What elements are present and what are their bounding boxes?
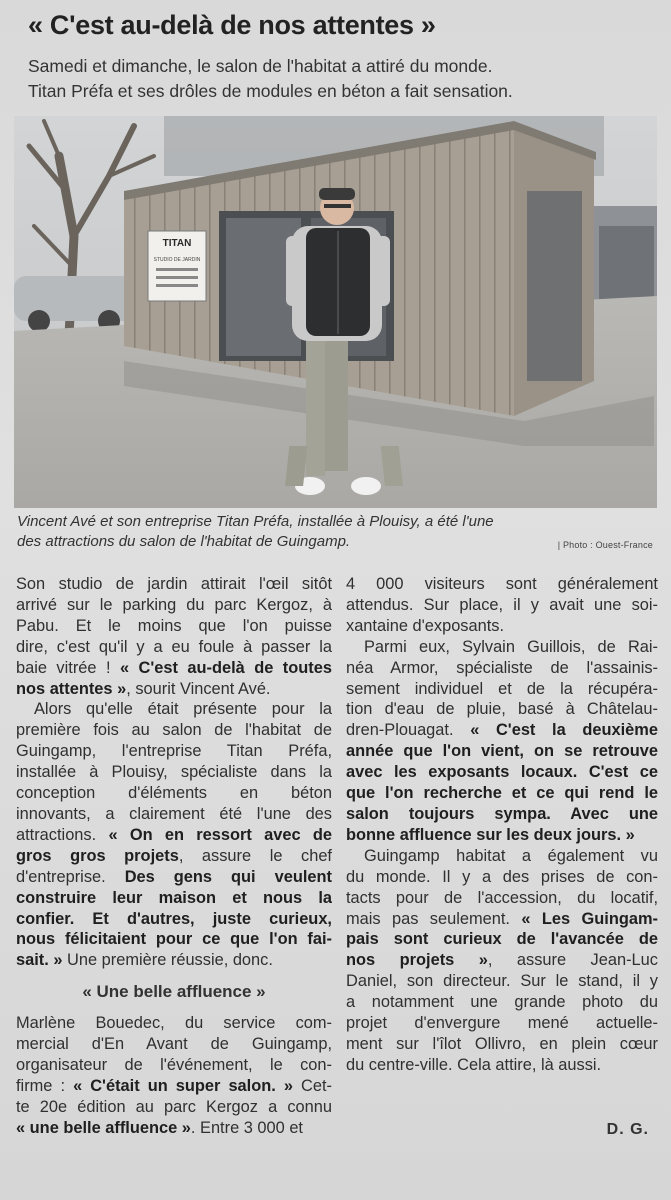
body-text: mercial d'En Avant de Guingamp,	[16, 1035, 332, 1054]
body-text: conception d'éléments en béton	[16, 784, 332, 803]
text-line	[16, 595, 332, 616]
article-subhead	[28, 54, 628, 104]
quote-text: nos projets »	[346, 951, 488, 970]
text-line	[16, 1118, 332, 1139]
text-line	[346, 699, 658, 720]
photo-sign-subtitle: STUDIO DE JARDIN	[153, 257, 201, 263]
body-text: d'entreprise.	[16, 867, 125, 886]
text-line	[16, 825, 332, 846]
body-text: Une première réussie, donc.	[62, 951, 273, 970]
text-line	[346, 658, 658, 679]
text-line	[346, 679, 658, 700]
text-line	[346, 909, 658, 930]
text-line	[346, 783, 658, 804]
body-text: arrivé sur le parking du parc Kergoz, à	[16, 595, 332, 614]
body-text: innovants, a clairement été l'une des	[16, 804, 332, 823]
subhead-line: Samedi et dimanche, le salon de l'habitat a attiré du monde.	[28, 56, 493, 76]
text-line	[16, 909, 332, 930]
text-line	[16, 699, 332, 720]
text-line	[346, 804, 658, 825]
caption-line: Vincent Avé et son entreprise Titan Préfa, installée à Plouisy, a été l'une	[17, 513, 494, 530]
text-line	[346, 720, 658, 741]
text-line	[346, 971, 658, 992]
quote-text: gros gros projets	[16, 846, 179, 865]
body-text: projet d'envergure mené actuelle-	[346, 1014, 658, 1033]
quote-text: « C'est au-delà de toutes	[119, 658, 332, 677]
body-text: baie vitrée !	[16, 658, 120, 677]
text-line	[16, 679, 332, 700]
text-line	[16, 804, 332, 825]
paragraph	[16, 574, 332, 699]
photo-credit: | Photo : Ouest-France	[557, 540, 653, 550]
quote-text: que l'on recherche et ce qui rend le	[346, 784, 658, 803]
text-line	[346, 950, 658, 971]
body-text: Guingamp habitat a également vu	[364, 846, 658, 865]
quote-text: année que l'on vient, on se retrouve	[346, 742, 658, 761]
text-line	[346, 637, 658, 658]
text-line	[346, 825, 658, 846]
text-line	[16, 783, 332, 804]
body-text: néa Armor, spécialiste de l'assainis-	[346, 658, 658, 677]
quote-text: nos attentes »	[16, 679, 127, 698]
text-line	[346, 574, 658, 595]
quote-text: « C'était un super salon. »	[73, 1076, 293, 1095]
photo-sign-title: TITAN	[162, 238, 192, 249]
body-text: installée à Plouisy, spécialiste dans la	[16, 763, 332, 782]
body-text: , assure le chef	[178, 846, 332, 865]
text-line	[346, 929, 658, 950]
text-line	[16, 929, 332, 950]
body-text: Alors qu'elle était présente pour la	[34, 700, 332, 719]
quote-text: confier. Et d'autres, juste curieux,	[16, 909, 332, 928]
body-text: firme :	[16, 1076, 74, 1095]
text-line	[16, 1097, 332, 1118]
body-text: 4 000 visiteurs sont généralement	[346, 575, 658, 593]
quote-text: avec les exposants locaux. C'est ce	[346, 763, 658, 782]
body-text: Cet-	[292, 1076, 332, 1095]
paragraph	[16, 699, 332, 971]
text-line	[346, 616, 658, 637]
body-text: Parmi eux, Sylvain Guillois, de Rai-	[364, 637, 658, 656]
text-line	[346, 1034, 658, 1055]
text-line	[346, 867, 658, 888]
body-text: . Entre 3 000 et	[190, 1118, 303, 1137]
text-line	[16, 888, 332, 909]
body-text: Marlène Bouedec, du service com-	[16, 1014, 332, 1033]
text-line	[346, 888, 658, 909]
paragraph	[346, 846, 658, 1076]
body-text: attendus. Sur place, il y avait une soi-	[346, 595, 658, 614]
paragraph	[346, 574, 658, 637]
text-line	[16, 720, 332, 741]
text-line	[346, 762, 658, 783]
text-line	[346, 1055, 658, 1076]
body-text: dire, c'est qu'il y a eu foule à passer la	[16, 637, 332, 656]
text-line	[346, 741, 658, 762]
text-line	[346, 1013, 658, 1034]
body-text: te 20e édition au parc Kergoz a connu	[16, 1097, 332, 1116]
text-line	[16, 762, 332, 783]
text-line	[16, 950, 332, 971]
quote-text: construire leur maison et nous la	[16, 888, 332, 907]
body-text: du centre-ville. Cela attire, là aussi.	[346, 1055, 602, 1074]
paragraph	[16, 1013, 332, 1138]
subhead-line: Titan Préfa et ses drôles de modules en béton a fait sensation.	[28, 81, 513, 101]
body-text: Pabu. Et le moins que l'on puisse	[16, 616, 332, 635]
quote-text: « C'est la deuxième	[470, 721, 658, 740]
article-column-2	[346, 574, 658, 1076]
text-line	[16, 741, 332, 762]
text-line	[16, 1076, 332, 1097]
quote-text: « une belle affluence »	[16, 1118, 191, 1137]
quote-text: salon toujours sympa. Avec une	[346, 804, 658, 823]
text-line	[16, 616, 332, 637]
body-text: première fois au salon de l'habitat de	[16, 721, 332, 740]
text-line	[16, 1013, 332, 1034]
body-text: Son studio de jardin attirait l'œil sitôt	[16, 575, 332, 593]
body-text: attractions.	[16, 825, 109, 844]
text-line	[346, 992, 658, 1013]
quote-text: bonne affluence sur les deux jours. »	[346, 825, 635, 844]
body-text: Guingamp, l'entreprise Titan Préfa,	[16, 742, 332, 761]
article-photo	[14, 116, 657, 508]
body-text: dren-Plouagat.	[346, 721, 471, 740]
quote-text: nous félicitaient pour ce que l'on fai-	[16, 930, 332, 949]
quote-text: pais sont curieux de l'avancée de	[346, 930, 658, 949]
quote-text: « On en ressort avec de	[108, 825, 332, 844]
quote-text: sait. »	[16, 951, 63, 970]
text-line	[346, 595, 658, 616]
body-text: mais pas seulement.	[346, 909, 522, 928]
article-headline: « C'est au-delà de nos attentes »	[28, 10, 436, 40]
body-text: sement individuel et de la récupéra-	[346, 679, 658, 698]
text-line	[16, 1055, 332, 1076]
text-line	[16, 867, 332, 888]
body-text: organisateur de l'événement, le con-	[16, 1055, 332, 1074]
caption-line: des attractions du salon de l'habitat de Guingamp.	[17, 533, 351, 550]
body-text: du monde. Il y a des prises de con-	[346, 867, 658, 886]
body-text: xantaine d'exposants.	[346, 616, 505, 635]
body-text: ment sur l'îlot Ollivro, en plein cœur	[346, 1034, 658, 1053]
article-column-1	[16, 574, 332, 1139]
text-line	[16, 574, 332, 595]
body-text: Daniel, son directeur. Sur le stand, il y	[346, 972, 658, 991]
paragraph	[346, 637, 658, 846]
quote-text: « Les Guingam-	[521, 909, 658, 928]
body-text: , sourit Vincent Avé.	[126, 679, 271, 698]
body-text: tion d'eau de pluie, basé à Châtelau-	[346, 700, 658, 719]
text-line	[16, 637, 332, 658]
quote-text: Des gens qui veulent	[124, 867, 332, 886]
author-signature: D. G.	[606, 1121, 649, 1138]
intertitle: « Une belle affluence »	[82, 982, 266, 1002]
photo-illustration	[14, 116, 657, 508]
body-text: , assure Jean-Luc	[487, 951, 658, 970]
text-line	[16, 1034, 332, 1055]
text-line	[16, 846, 332, 867]
text-line	[16, 658, 332, 679]
text-line	[346, 846, 658, 867]
body-text: tacts pour de l'accession, du locatif,	[346, 888, 658, 907]
body-text: a notamment une grande photo du	[346, 993, 658, 1012]
